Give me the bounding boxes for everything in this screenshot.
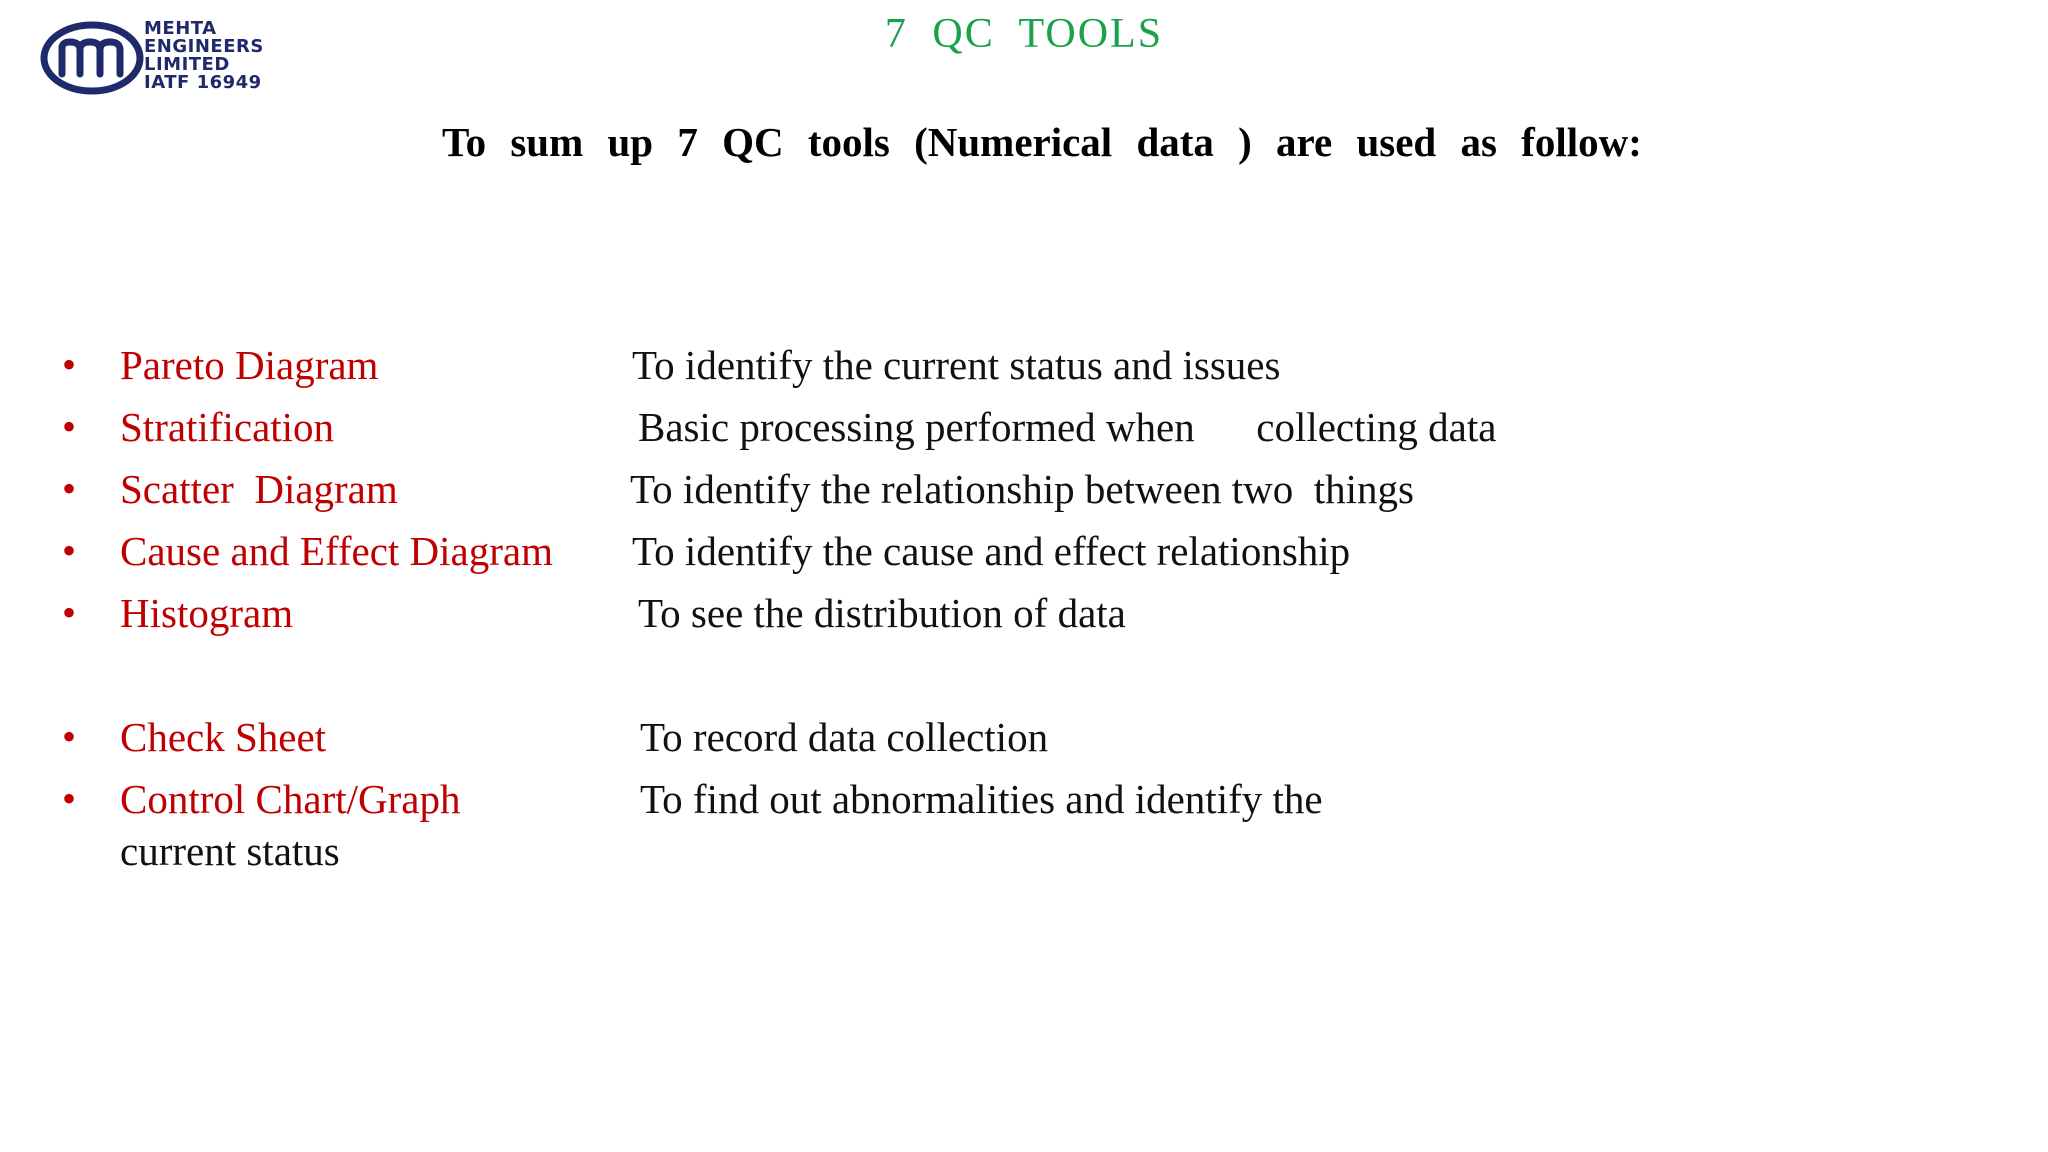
tool-name: Check Sheet — [120, 714, 327, 760]
bullet: • — [62, 342, 77, 387]
slide-title: 7 QC TOOLS — [884, 11, 1164, 57]
bullet: • — [62, 590, 77, 635]
tool-name: Control Chart/Graph — [120, 776, 461, 822]
tool-name: Cause and Effect Diagram — [120, 528, 553, 574]
tool-row-cause-effect — [0, 520, 1800, 582]
tool-row-stratification — [0, 396, 1800, 458]
logo-line-2: ENGINEERS — [144, 36, 264, 57]
tool-description: To identify the current status and issues — [632, 342, 1281, 388]
tool-row-check-sheet — [0, 706, 1800, 768]
tool-description: To identify the relationship between two things — [630, 466, 1414, 512]
bullet: • — [62, 714, 77, 759]
tool-description: To find out abnormalities and identify the — [640, 776, 1323, 822]
tool-name: Scatter Diagram — [120, 466, 398, 512]
bullet: • — [62, 404, 77, 449]
bullet: • — [62, 466, 77, 511]
tool-row-pareto — [0, 334, 1800, 396]
logo-line-4: IATF 16949 — [144, 72, 262, 93]
logo-line-3: LIMITED — [144, 54, 230, 75]
tool-row-control-chart — [0, 768, 1800, 892]
tool-description: Basic processing performed when collecting data — [638, 404, 1497, 450]
tool-row-histogram — [0, 582, 1800, 644]
slide-subtitle: To sum up 7 QC tools (Numerical data ) are used as follow: — [442, 119, 1642, 165]
tool-name: Stratification — [120, 404, 335, 450]
tool-description: To identify the cause and effect relationship — [632, 528, 1351, 574]
tool-description-continuation: current status — [120, 828, 340, 874]
tool-description: To record data collection — [640, 714, 1049, 760]
tool-name: Histogram — [120, 590, 294, 636]
tool-description: To see the distribution of data — [638, 590, 1126, 636]
tool-row-scatter — [0, 458, 1800, 520]
tool-name: Pareto Diagram — [120, 342, 379, 388]
bullet: • — [62, 776, 77, 821]
logo-line-1: MEHTA — [144, 18, 217, 39]
bullet: • — [62, 528, 77, 573]
